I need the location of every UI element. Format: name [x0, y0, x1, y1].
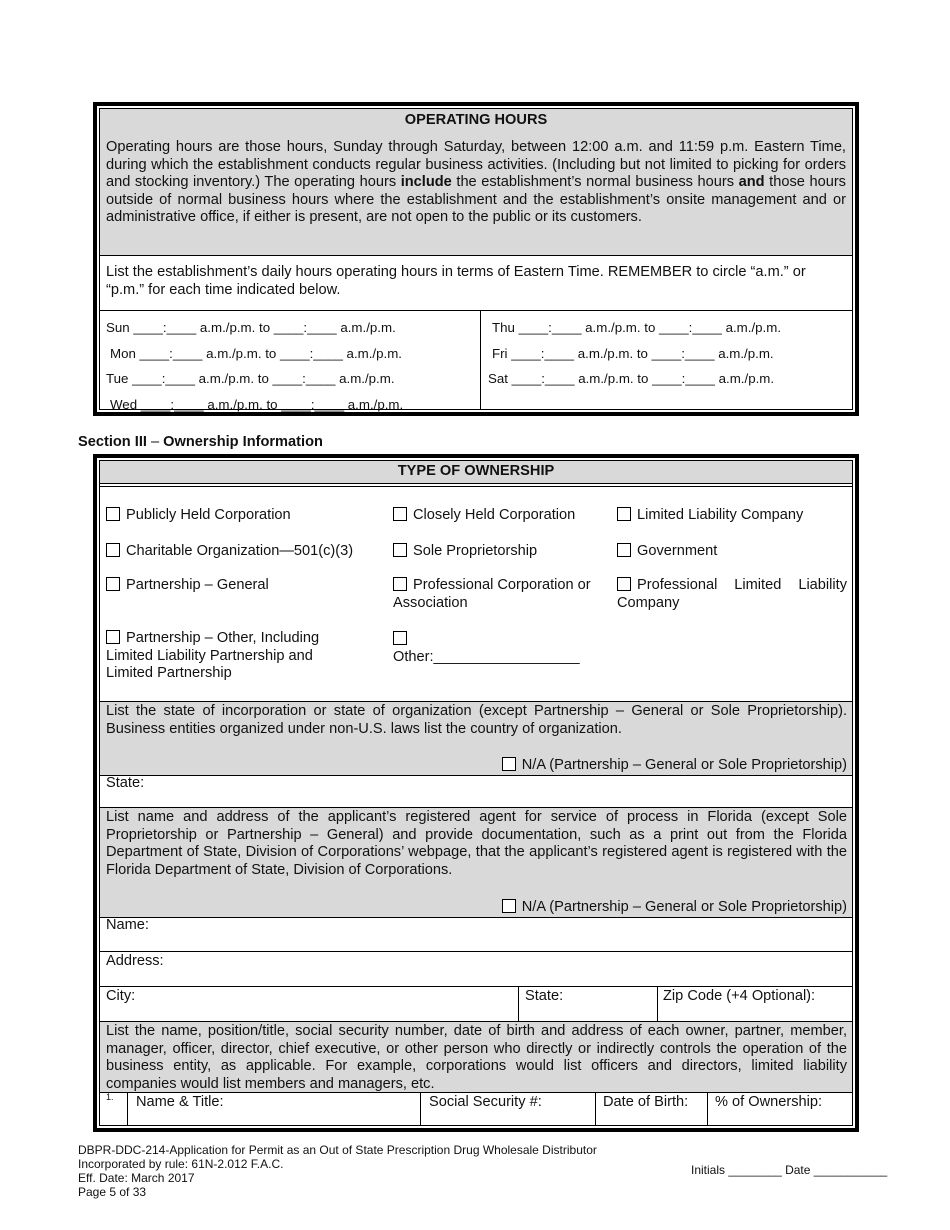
ownership-inner: [99, 460, 853, 1126]
ownership-box: [93, 454, 859, 1132]
agent-instruction: List name and address of the applicant’s registered agent for service of process in Florida (except Sole Proprietorship or Partnership – General) and provide documentation, such as a print out from the Florida Department of State, Division of Corporations’ webpage, that the applicant’s registered agent is registered with the Florida Department of State, Division of Corporations.: [106, 809, 847, 878]
na-option-state[interactable]: [502, 757, 847, 775]
na-option-agent[interactable]: [502, 899, 847, 917]
column-divider: [518, 986, 519, 1021]
owner-dob-field[interactable]: Date of Birth:: [603, 1094, 689, 1110]
option-other[interactable]: [393, 631, 603, 666]
footer: [78, 1143, 597, 1199]
option-government[interactable]: [617, 543, 717, 561]
intro-text-1: Operating hours are those hours, Sunday through Saturday, between 12:00 a.m. and 11:59 p.m. Eastern Time, during which the establishment conducts regular business activities. (Including but not limited to picking for orders and stocking inventory.) The operating hours: [106, 139, 846, 190]
intro-text-and: and: [738, 174, 765, 190]
operating-hours-instruction: List the establishment’s daily hours operating hours in terms of Eastern Time. REMEMBER to circle “a.m.” or “p.m.” for each time indicated below.: [106, 264, 806, 298]
hours-row-mon[interactable]: Mon ____:____ a.m./p.m. to ____:____ a.m./p.m.: [110, 346, 402, 361]
option-publicly-held[interactable]: [106, 507, 291, 525]
checkbox-icon[interactable]: [393, 507, 407, 521]
agent-name-field[interactable]: Name:: [106, 917, 149, 933]
option-label: Other:__________________: [393, 648, 580, 665]
state-field[interactable]: State:: [106, 775, 145, 791]
hours-row-tue[interactable]: Tue ____:____ a.m./p.m. to ____:____ a.m./p.m.: [106, 371, 395, 386]
divider: [100, 255, 852, 256]
divider: [100, 951, 852, 952]
divider: [100, 483, 852, 484]
column-divider: [480, 310, 481, 409]
option-label: Professional Corporation or Association: [393, 577, 591, 611]
checkbox-icon[interactable]: [502, 757, 516, 771]
na-label: N/A (Partnership – General or Sole Proprietorship): [521, 899, 847, 915]
option-label: Partnership – General: [126, 577, 269, 593]
option-professional-corporation[interactable]: [393, 577, 603, 612]
operating-hours-inner: [99, 108, 853, 410]
checkbox-icon[interactable]: [393, 577, 407, 591]
owner-row-number: 1.: [106, 1092, 114, 1102]
checkbox-icon[interactable]: [617, 543, 631, 557]
intro-text-include: include: [400, 174, 452, 190]
option-label: Sole Proprietorship: [413, 543, 538, 559]
section-number: Section III: [78, 434, 147, 450]
option-llc[interactable]: [617, 507, 803, 525]
divider: [100, 310, 852, 311]
agent-address-field[interactable]: Address:: [106, 953, 164, 969]
section-name: Ownership Information: [163, 434, 323, 450]
checkbox-icon[interactable]: [106, 507, 120, 521]
checkbox-icon[interactable]: [106, 630, 120, 644]
agent-city-field[interactable]: City:: [106, 988, 136, 1004]
intro-text-2: the establishment’s normal business hours: [451, 174, 739, 190]
state-instruction-area: [100, 702, 852, 775]
state-instruction: List the state of incorporation or state of organization (except Partnership – General or Sole Proprietorship). Business entities organized under non-U.S. laws list the country of organization.: [106, 703, 847, 737]
hours-row-fri[interactable]: Fri ____:____ a.m./p.m. to ____:____ a.m./p.m.: [492, 346, 774, 361]
section-dash: –: [146, 434, 164, 450]
owners-instruction: List the name, position/title, social security number, date of birth and address of each owner, partner, member, manager, officer, director, chief executive, or other person who directly or indirectly controls the operation of the business entity, as applicable. For example, corporations would list officers and directors, limited liability companies would list members and managers, etc.: [106, 1023, 847, 1092]
footer-initials-date[interactable]: Initials ________ Date ___________: [691, 1163, 888, 1177]
ownership-title: TYPE OF OWNERSHIP: [100, 461, 852, 483]
operating-hours-header-area: [100, 109, 852, 255]
divider: [100, 1092, 852, 1093]
checkbox-icon[interactable]: [502, 899, 516, 913]
footer-eff-date: Eff. Date: March 2017: [78, 1171, 195, 1185]
option-label: Partnership – Other, Including Limited Liability Partnership and Limited Partnership: [106, 630, 320, 681]
option-professional-llc[interactable]: [617, 577, 847, 612]
checkbox-icon[interactable]: [393, 631, 407, 645]
intro-text-3: those hours outside of normal business hours where the establishment and the establishment’s onsite management and or administrative office, if either is present, are not open to the public or its customers.: [106, 174, 846, 225]
option-label: Closely Held Corporation: [413, 507, 576, 523]
divider: [100, 917, 852, 918]
option-label: Limited Liability Company: [637, 507, 804, 523]
column-divider: [595, 1092, 596, 1125]
checkbox-icon[interactable]: [393, 543, 407, 557]
option-partnership-other[interactable]: [106, 630, 346, 683]
option-label: Professional Limited Liability Company: [617, 577, 847, 611]
na-label: N/A (Partnership – General or Sole Proprietorship): [521, 757, 847, 773]
option-label: Charitable Organization—501(c)(3): [126, 543, 354, 559]
checkbox-icon[interactable]: [106, 543, 120, 557]
agent-state-field[interactable]: State:: [525, 988, 564, 1004]
hours-row-sat[interactable]: Sat ____:____ a.m./p.m. to ____:____ a.m./p.m.: [488, 371, 775, 386]
checkbox-icon[interactable]: [617, 577, 631, 591]
option-closely-held[interactable]: [393, 507, 575, 525]
column-divider: [127, 1092, 128, 1125]
option-label: Government: [637, 543, 718, 559]
divider: [100, 775, 852, 776]
owner-pct-field[interactable]: % of Ownership:: [715, 1094, 823, 1110]
option-label: Publicly Held Corporation: [126, 507, 291, 523]
hours-row-sun[interactable]: Sun ____:____ a.m./p.m. to ____:____ a.m./p.m.: [106, 320, 396, 335]
hours-row-thu[interactable]: Thu ____:____ a.m./p.m. to ____:____ a.m./p.m.: [492, 320, 782, 335]
checkbox-icon[interactable]: [106, 577, 120, 591]
option-partnership-general[interactable]: [106, 577, 269, 595]
divider: [100, 986, 852, 987]
agent-zip-field[interactable]: Zip Code (+4 Optional):: [663, 988, 816, 1004]
option-charitable[interactable]: [106, 543, 353, 561]
column-divider: [707, 1092, 708, 1125]
operating-hours-box: [93, 102, 859, 416]
operating-hours-title: OPERATING HOURS: [404, 112, 548, 128]
column-divider: [420, 1092, 421, 1125]
hours-row-wed[interactable]: Wed ____:____ a.m./p.m. to ____:____ a.m./p.m.: [110, 397, 404, 412]
column-divider: [657, 986, 658, 1021]
option-sole-proprietorship[interactable]: [393, 543, 537, 561]
divider: [100, 486, 852, 487]
footer-form-name: DBPR-DDC-214-Application for Permit as an Out of State Prescription Drug Wholesale Distributor: [78, 1143, 597, 1157]
checkbox-icon[interactable]: [617, 507, 631, 521]
section-title: [78, 434, 323, 452]
footer-page-number: Page 5 of 33: [78, 1185, 147, 1199]
owner-ssn-field[interactable]: Social Security #:: [429, 1094, 542, 1110]
owners-instruction-area: [100, 1022, 852, 1092]
agent-instruction-area: [100, 808, 852, 917]
operating-hours-intro: [106, 139, 846, 227]
footer-rule: Incorporated by rule: 61N-2.012 F.A.C.: [78, 1157, 284, 1171]
owner-name-title-field[interactable]: Name & Title:: [136, 1094, 224, 1110]
